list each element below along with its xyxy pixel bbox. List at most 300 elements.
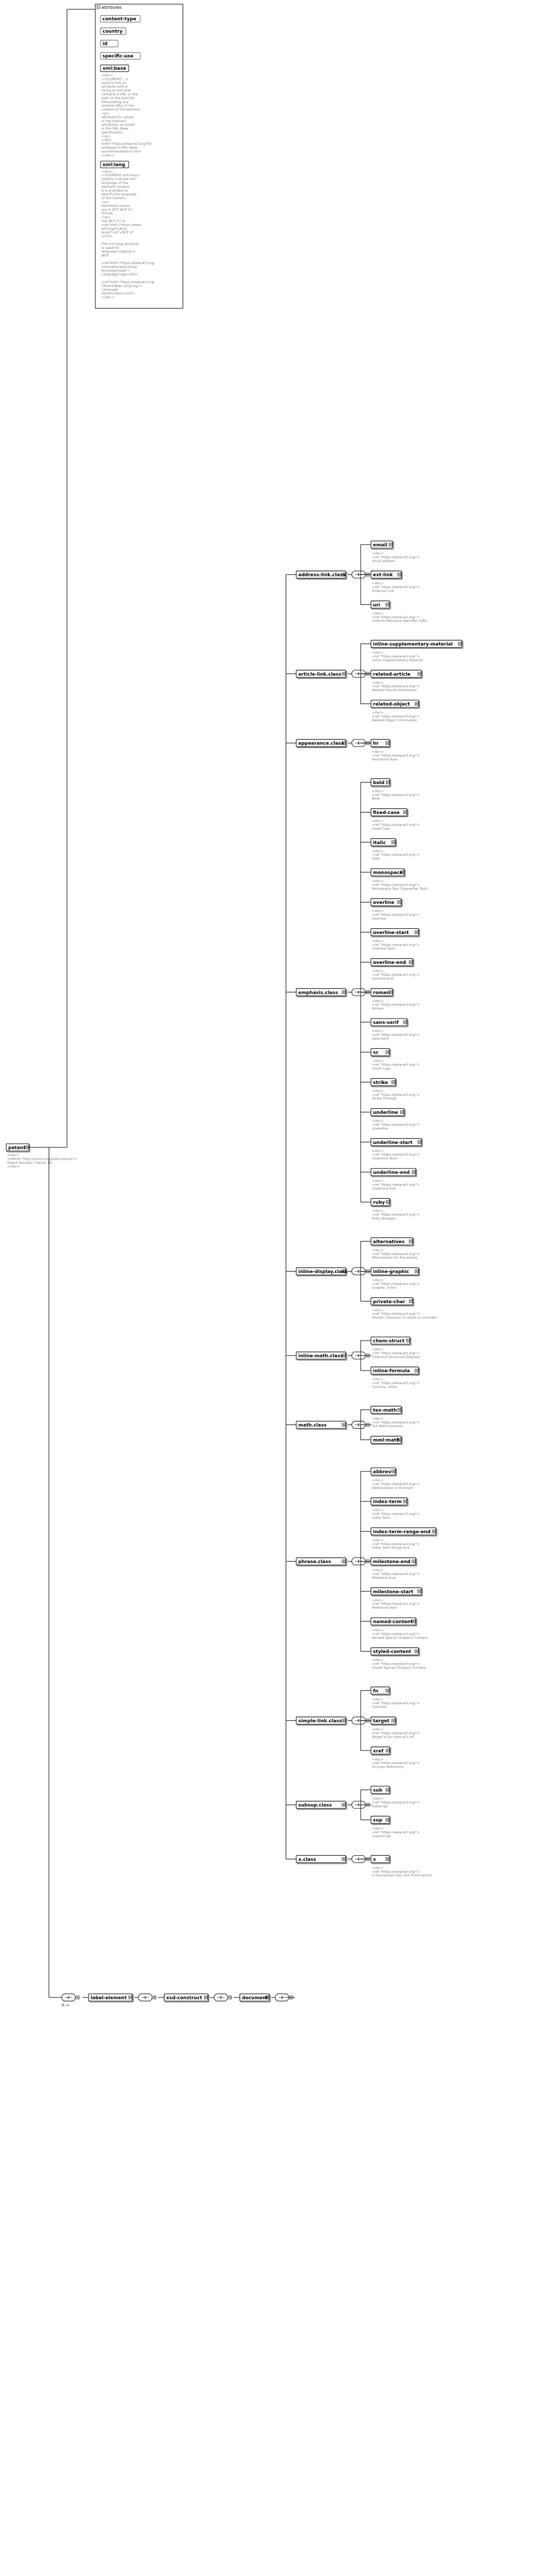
class-x-class-label: x.class — [298, 1857, 316, 1862]
element-named-content-label: named-content — [373, 1619, 413, 1625]
element-ruby-label: ruby — [373, 1200, 385, 1206]
choice-dot — [358, 1721, 359, 1722]
root-doc-line: <doc> — [7, 1153, 19, 1157]
element-1-doc-line: <doc> — [372, 581, 384, 586]
element-1-doc-line: <ref "https://www.w3.org/"> — [372, 1282, 420, 1286]
element-1-doc-line: <ref "https://www.w3.org/"> — [372, 823, 420, 827]
attribute-doc-line: element content. — [101, 184, 130, 189]
attributes-title: attributes — [101, 5, 122, 10]
attribute-doc-line: <ref href="https://www.w3.org/ — [101, 261, 155, 265]
element-sc-label: sc — [373, 1050, 379, 1056]
attribute-xml-base[interactable] — [100, 65, 129, 72]
element-2-doc-line: <ref "https://www.w3.org/"> — [372, 1541, 420, 1546]
attribute-doc-line: href="https://www.w3.org/TR/ — [101, 142, 152, 146]
attribute-doc-line: <!ELEMENT ...> — [101, 77, 129, 81]
attribute-name: id — [103, 41, 108, 47]
choice-dot — [68, 1997, 69, 1998]
class-address-link-class[interactable] — [296, 571, 347, 579]
attribute-doc-line: <p> — [101, 200, 110, 204]
element-3-doc-line: Monospace Text (Typewriter Text) — [372, 886, 428, 891]
attribute-name: xml:lang — [103, 162, 125, 168]
element-3-doc-line: Milestone End — [372, 1575, 396, 1580]
element-5-doc-line: <ref "https://www.w3.org/"> — [372, 1632, 420, 1636]
element-0-doc-line: Inline Supplementary Material — [372, 658, 423, 663]
element-bold[interactable] — [371, 778, 391, 787]
class-appearance-class-label: appearance.class — [298, 741, 344, 747]
choice-dot — [358, 1355, 359, 1356]
element-italic[interactable] — [371, 839, 397, 847]
element-1-doc-line: <doc> — [372, 1826, 384, 1831]
element-inline-graphic[interactable] — [371, 1268, 419, 1276]
choice-dot — [221, 1997, 222, 1998]
element-5-doc-line: Named Special (Subject) Content — [372, 1635, 428, 1640]
element-1-doc-line: <ref "https://www.w3.org/"> — [372, 1731, 420, 1735]
class-simple-link-class-label: simple-link.class — [298, 1719, 342, 1724]
element-8-doc-line: <doc> — [372, 1029, 384, 1033]
choice-dot — [145, 1997, 146, 1998]
element-0-doc-line: <doc> — [372, 1478, 384, 1482]
element-mml-math[interactable] — [371, 1436, 402, 1445]
element-2-doc-line: <doc> — [372, 611, 384, 616]
element-overline-start[interactable] — [371, 928, 419, 937]
element-1-doc-line: Target of an Internal Link — [372, 1735, 414, 1739]
element-milestone-end-label: milestone-end — [373, 1560, 411, 1565]
attribute-id[interactable] — [100, 40, 118, 47]
element-1-doc-line: <doc> — [372, 1727, 384, 1732]
choice-dot — [221, 1996, 222, 1997]
element-underline-start[interactable] — [371, 1139, 422, 1147]
element-fixed-case[interactable] — [371, 809, 408, 817]
element-7-doc-line: Roman — [372, 1006, 384, 1011]
element-0-doc-line: <ref "https://www.w3.org/"> — [372, 555, 420, 560]
attribute-doc-line: </doc> — [101, 295, 114, 299]
chain-element-0-label: label-element — [91, 1995, 127, 2001]
root-doc-line: <refinfo "http://xmlns.org/publications/"> — [7, 1157, 77, 1161]
element-inline-supplementary-material[interactable] — [371, 640, 463, 649]
element-6-doc-line: <ref "https://www.w3.org/"> — [372, 1662, 420, 1666]
element-related-article[interactable] — [371, 670, 422, 679]
choice-dot — [358, 1272, 359, 1273]
element-strike-label: strike — [373, 1080, 388, 1086]
attribute-doc-line: Used to indicate the — [101, 177, 136, 181]
element-2-doc-line: <doc> — [372, 1757, 384, 1761]
element-3-doc-line: <ref "https://www.w3.org/"> — [372, 883, 420, 887]
element-hr[interactable] — [371, 739, 391, 748]
element-1-doc-line: Index Term — [372, 1516, 391, 1520]
attribute-doc-line: <doc> — [101, 73, 113, 77]
attribute-doc-line: <p> — [101, 111, 110, 115]
element-7-doc-line: <doc> — [372, 998, 384, 1003]
element-0-doc-line: Abbreviation or Acronym — [372, 1485, 414, 1490]
element-overline-end[interactable] — [371, 959, 414, 967]
attribute-country[interactable] — [100, 28, 126, 35]
attribute-doc-line: language tagging in — [101, 249, 136, 254]
element-13-doc-line: <ref "https://www.w3.org/"> — [372, 1182, 420, 1187]
choice-dot — [358, 672, 359, 673]
attribute-doc-line: in the XML Base — [101, 126, 129, 131]
attribute-doc-line: <doc> — [101, 169, 113, 174]
element-1-doc-line: <doc> — [372, 1377, 384, 1382]
attribute-doc-line: <ref> — [101, 138, 112, 142]
element-6-doc-line: <ref "https://www.w3.org/"> — [372, 973, 420, 977]
element-0-doc-line: <ref "https://www.w3.org/"> — [372, 1701, 420, 1705]
element-sub-label: sub — [373, 1788, 383, 1793]
element-sans-serif-label: sans-serif — [373, 1020, 399, 1026]
class-subsup-class[interactable] — [296, 1801, 347, 1809]
attribute-doc-line: <!ELEMENT xml:lang> — [101, 173, 140, 178]
attribute-doc-line: contains a URI, or the — [101, 92, 138, 96]
element-8-doc-line: Sans Serif — [372, 1036, 389, 1041]
element-monospace-label: monospace — [373, 870, 403, 876]
element-milestone-start[interactable] — [371, 1588, 422, 1596]
element-overline[interactable] — [371, 899, 402, 907]
class-inline-display-class-label: inline-display.class — [298, 1269, 348, 1275]
attribute-doc-line: <ref href="https://www. — [101, 223, 142, 227]
choice-dot — [358, 1859, 359, 1860]
element-0-doc-line: <doc> — [372, 1797, 384, 1801]
element-10-doc-line: <doc> — [372, 1089, 384, 1093]
choice-dot — [358, 673, 359, 674]
element-2-doc-line: <doc> — [372, 710, 384, 715]
choice-dot — [358, 674, 359, 675]
choice-dot — [358, 1356, 359, 1357]
chain-choice-icon — [214, 1994, 232, 2001]
element-0-doc-line: TeX Math Equation — [372, 1424, 403, 1429]
element-1-doc-line: <doc> — [372, 1508, 384, 1513]
element-private-char-label: private-char — [373, 1299, 405, 1305]
element-email[interactable] — [371, 541, 394, 549]
element-2-doc-line: Related Object Information — [372, 718, 417, 722]
root-element[interactable] — [6, 1144, 30, 1152]
element-1-doc-line: <doc> — [372, 680, 384, 685]
element-1-doc-line: External Link — [372, 589, 394, 593]
choice-dot — [358, 574, 359, 575]
class-inline-math-class[interactable] — [296, 1352, 347, 1360]
element-2-doc-line: <ref "https://www.w3.org/"> — [372, 714, 420, 719]
element-2-doc-line: Uniform Resource Identifier (URI) — [372, 619, 428, 623]
element-overline-start-label: overline-start — [373, 930, 409, 936]
element-1-doc-line: Graphic, Inline — [372, 1285, 397, 1290]
element-named-content[interactable] — [371, 1618, 417, 1626]
element-xref[interactable] — [371, 1747, 391, 1755]
element-0-doc-line: <doc> — [372, 750, 384, 754]
class-article-link-class[interactable] — [296, 670, 347, 679]
choice-dot — [68, 1996, 69, 1997]
element-2-doc-line: <doc> — [372, 1308, 384, 1312]
element-sc[interactable] — [371, 1048, 391, 1057]
element-overline-end-label: overline-end — [373, 960, 406, 966]
element-index-term-range-end-label: index-term-range-end — [373, 1529, 431, 1535]
occurrence-label: 0..∞ — [62, 2003, 70, 2007]
element-1-doc-line: Superscript — [372, 1834, 392, 1838]
element-0-doc-line: <doc> — [372, 1248, 384, 1252]
element-monospace[interactable] — [371, 869, 405, 877]
choice-dot — [358, 1860, 359, 1861]
choice-dot — [358, 991, 359, 992]
attribute-doc-line: language-tags/"> — [101, 268, 131, 273]
class-address-link-class-label: address-link.class — [298, 572, 346, 578]
element-2-doc-line: <ref "https://www.w3.org/"> — [372, 1312, 420, 1316]
attribute-doc-line: Attribute for values — [101, 115, 134, 120]
element-milestone-end[interactable] — [371, 1558, 417, 1566]
root-choice-icon — [62, 1994, 79, 2001]
choice-dot — [358, 1560, 359, 1561]
element-1-doc-line: <ref "https://www.w3.org/"> — [372, 585, 420, 589]
element-4-doc-line: Milestone Start — [372, 1605, 398, 1610]
element-4-doc-line: <doc> — [372, 1598, 384, 1602]
choice-dot — [358, 1271, 359, 1272]
attribute-doc-line: It is provided to — [101, 188, 128, 193]
choice-dot — [358, 993, 359, 994]
attribute-doc-line: in the relevant — [101, 118, 126, 123]
attribute-doc-line: </ref> — [101, 234, 113, 239]
choice-dot — [145, 1996, 146, 1997]
element-hr-label: hr — [373, 741, 379, 747]
attribute-doc-line: ietf.org/rfc/bcp/ — [101, 226, 127, 231]
element-5-doc-line: Overline Start — [372, 946, 396, 951]
class-inline-display-class[interactable] — [296, 1268, 348, 1276]
element-ext-link[interactable] — [371, 571, 402, 579]
element-sans-serif[interactable] — [371, 1019, 408, 1027]
element-9-doc-line: Small Caps — [372, 1066, 391, 1071]
choice-dot — [358, 1720, 359, 1721]
element-1-doc-line: <doc> — [372, 1278, 384, 1282]
attribute-doc-line: recommendation</ref> — [101, 149, 142, 154]
element-12-doc-line: <ref "https://www.w3.org/"> — [372, 1153, 420, 1157]
element-0-doc-line: <doc> — [372, 1866, 384, 1870]
element-1-doc-line: Fixed Case — [372, 826, 390, 831]
class-appearance-class[interactable] — [296, 739, 347, 748]
choice-dot — [358, 1270, 359, 1271]
choice-dot — [358, 741, 359, 742]
element-6-doc-line: <doc> — [372, 1658, 384, 1663]
element-0-doc-line: Subscript — [372, 1804, 388, 1808]
element-0-doc-line: <ref "https://www.w3.org/"> — [372, 1800, 420, 1805]
attribute-doc-line: Used to link an — [101, 80, 127, 85]
element-12-doc-line: <doc> — [372, 1148, 384, 1153]
element-underline[interactable] — [371, 1109, 405, 1117]
element-related-object[interactable] — [371, 700, 419, 708]
element-underline-end[interactable] — [371, 1168, 417, 1177]
attribute-doc-line: interpreting any — [101, 99, 129, 104]
choice-dot — [358, 1719, 359, 1720]
element-4-doc-line: <ref "https://www.w3.org/"> — [372, 912, 420, 917]
choice-dot — [358, 1423, 359, 1425]
attribute-doc-line: The xml:lang attribute — [101, 242, 139, 246]
element-4-doc-line: <ref "https://www.w3.org/"> — [372, 1602, 420, 1606]
choice-dot — [358, 742, 359, 743]
attribute-name: xml:base — [103, 66, 126, 72]
class-emphasis-class[interactable] — [296, 989, 347, 997]
element-0-doc-line: <doc> — [372, 789, 384, 793]
choice-dot — [358, 1804, 359, 1805]
attribute-name: specific-use — [103, 54, 133, 59]
root-doc-line: </doc> — [7, 1164, 20, 1169]
attribute-doc-line: attribute with a — [101, 84, 128, 89]
element-milestone-start-label: milestone-start — [373, 1589, 414, 1595]
element-fn-label: fn — [373, 1688, 379, 1694]
attribute-content-type[interactable] — [100, 15, 140, 22]
element-x[interactable] — [371, 1855, 391, 1863]
attribute-doc-line: </p> — [101, 134, 111, 139]
element-inline-supplementary-material-label: inline-supplementary-material — [373, 642, 453, 648]
element-1-doc-line: <doc> — [372, 819, 384, 823]
attribute-doc-line: attributes, as noted — [101, 123, 135, 127]
chain-element-2[interactable] — [240, 1994, 270, 2002]
element-email-label: email — [373, 543, 387, 548]
class-math-class-label: math.class — [298, 1423, 327, 1428]
class-phrase-class[interactable] — [296, 1558, 347, 1566]
choice-dot — [358, 992, 359, 993]
chain-element-1-label: xsd-construct — [166, 1995, 202, 2001]
element-0-doc-line: <ref "https://www.w3.org/"> — [372, 1869, 420, 1874]
element-2-doc-line: <doc> — [372, 1538, 384, 1543]
element-14-doc-line: Ruby Wrapper — [372, 1216, 396, 1221]
element-3-doc-line: <doc> — [372, 1568, 384, 1572]
element-1-doc-line: <ref "https://www.w3.org/"> — [372, 684, 420, 689]
element-11-doc-line: <doc> — [372, 1118, 384, 1123]
element-5-doc-line: <doc> — [372, 939, 384, 943]
choice-dot — [358, 1354, 359, 1355]
choice-dot — [358, 1425, 359, 1426]
element-1-doc-line: Related Article Information — [372, 688, 417, 692]
element-sub[interactable] — [371, 1786, 391, 1794]
element-chem-struct-label: chem-struct — [373, 1338, 405, 1344]
element-5-doc-line: <doc> — [372, 1628, 384, 1632]
element-uri-label: uri — [373, 602, 380, 608]
element-related-object-label: related-object — [373, 702, 410, 707]
element-0-doc-line: Bold — [372, 796, 380, 801]
element-inline-formula[interactable] — [371, 1367, 419, 1375]
element-2-doc-line: <ref "https://www.w3.org/"> — [372, 1761, 420, 1766]
element-13-doc-line: Underline End — [372, 1186, 396, 1191]
element-1-doc-line: Formula, Inline — [372, 1385, 397, 1389]
choice-dot — [358, 1803, 359, 1804]
choice-dot — [358, 1562, 359, 1563]
choice-dot — [358, 1426, 359, 1427]
element-related-article-label: related-article — [373, 672, 411, 677]
chain-element-0[interactable] — [89, 1994, 133, 2002]
element-mml-math-label: mml:math — [373, 1438, 400, 1444]
element-index-term[interactable] — [371, 1498, 408, 1506]
element-ruby[interactable] — [371, 1198, 391, 1207]
element-10-doc-line: <ref "https://www.w3.org/"> — [372, 1092, 420, 1097]
element-7-doc-line: <ref "https://www.w3.org/"> — [372, 1003, 420, 1007]
attribute-name: country — [103, 29, 123, 35]
element-uri[interactable] — [371, 601, 391, 609]
choice-dot — [145, 1998, 146, 1999]
attribute-doc-line: identification</ref> — [101, 291, 135, 296]
element-1-doc-line: <ref "https://www.w3.org/"> — [372, 1512, 420, 1516]
element-x-label: x — [373, 1857, 376, 1862]
attribute-doc-line: <ref href="https://www.w3.org/ — [101, 280, 155, 284]
element-6-doc-line: Styled Special (Subject) Content — [372, 1666, 427, 1670]
element-1-doc-line: <ref "https://www.w3.org/"> — [372, 1830, 420, 1835]
attribute-doc-line: JATS. — [101, 253, 110, 258]
choice-dot — [282, 1998, 283, 1999]
element-abbrev-label: abbrev — [373, 1469, 392, 1475]
element-styled-content-label: styled-content — [373, 1649, 411, 1655]
element-0-doc-line: email address — [372, 558, 396, 563]
element-11-doc-line: <ref "https://www.w3.org/"> — [372, 1123, 420, 1127]
attribute-doc-line: </p> — [101, 215, 111, 219]
element-index-term-range-end[interactable] — [371, 1528, 437, 1536]
element-12-doc-line: Underline Start — [372, 1156, 398, 1161]
element-sup-label: sup — [373, 1818, 383, 1823]
element-0-doc-line: <ref "https://www.w3.org/"> — [372, 654, 420, 658]
element-abbrev[interactable] — [371, 1468, 397, 1476]
element-tex-math[interactable] — [371, 1406, 402, 1414]
attribute-doc-line: </doc> — [101, 153, 114, 158]
element-fn[interactable] — [371, 1687, 391, 1695]
element-alternatives[interactable] — [371, 1238, 414, 1246]
element-0-doc-line: <ref "https://www.w3.org/"> — [372, 1351, 420, 1355]
element-alternatives-label: alternatives — [373, 1239, 405, 1245]
class-subsup-class-label: subsup.class — [298, 1803, 332, 1808]
element-0-doc-line: Horizontal Rule — [372, 757, 398, 761]
element-strike[interactable] — [371, 1078, 397, 1087]
element-inline-formula-label: inline-formula — [373, 1368, 410, 1374]
element-roman[interactable] — [371, 989, 394, 997]
choice-dot — [358, 743, 359, 744]
class-emphasis-class-label: emphasis.class — [298, 990, 338, 996]
element-0-doc-line: Chemical Structure (Display) — [372, 1354, 420, 1359]
element-2-doc-line: Private Character (Custom or Unicode) — [372, 1315, 437, 1320]
element-0-doc-line: <ref "https://www.w3.org/"> — [372, 753, 420, 758]
element-2-doc-line: X(cross) Reference — [372, 1765, 404, 1769]
element-4-doc-line: <doc> — [372, 909, 384, 913]
element-2-doc-line: Index Term Range End — [372, 1546, 410, 1550]
element-0-doc-line: Alternatives For Processing — [372, 1256, 418, 1260]
element-2-doc-line: <doc> — [372, 849, 384, 853]
element-chem-struct[interactable] — [371, 1337, 411, 1345]
element-2-doc-line: Italic — [372, 856, 380, 861]
element-11-doc-line: Underline — [372, 1126, 388, 1131]
element-0-doc-line: <doc> — [372, 1347, 384, 1351]
element-4-doc-line: Overline — [372, 917, 386, 921]
element-xref-label: xref — [373, 1749, 384, 1754]
class-simple-link-class[interactable] — [296, 1717, 347, 1725]
element-tex-math-label: tex-math — [373, 1408, 397, 1413]
element-styled-content[interactable] — [371, 1648, 419, 1656]
element-6-doc-line: Overline End — [372, 976, 394, 981]
class-x-class[interactable] — [296, 1855, 347, 1863]
element-target[interactable] — [371, 1717, 397, 1725]
choice-dot — [282, 1997, 283, 1998]
element-overline-label: overline — [373, 900, 395, 906]
attribute-doc-line: of the content. — [101, 196, 127, 200]
element-6-doc-line: <doc> — [372, 969, 384, 973]
element-0-doc-line: <ref "https://www.w3.org/"> — [372, 792, 420, 797]
choice-dot — [358, 1858, 359, 1859]
chain-element-1[interactable] — [164, 1994, 209, 2002]
element-bold-label: bold — [373, 780, 385, 786]
attribute-doc-line: are in IETF BCP 47 — [101, 207, 132, 212]
element-italic-label: italic — [373, 840, 386, 846]
root-doc-line: Patent Number / Patent No. — [7, 1160, 54, 1165]
attribute-specific-use[interactable] — [100, 53, 140, 59]
attribute-doc-line: is used for — [101, 245, 119, 250]
element-private-char[interactable] — [371, 1298, 414, 1306]
class-math-class[interactable] — [296, 1421, 347, 1430]
element-14-doc-line: <ref "https://www.w3.org/"> — [372, 1212, 420, 1217]
element-index-term-label: index-term — [373, 1499, 402, 1505]
element-2-doc-line: <ref "https://www.w3.org/"> — [372, 853, 420, 857]
attribute-xml-lang[interactable] — [100, 161, 129, 168]
choice-dot — [68, 1998, 69, 1999]
element-sup[interactable] — [371, 1816, 391, 1824]
element-ext-link-label: ext-link — [373, 572, 393, 578]
